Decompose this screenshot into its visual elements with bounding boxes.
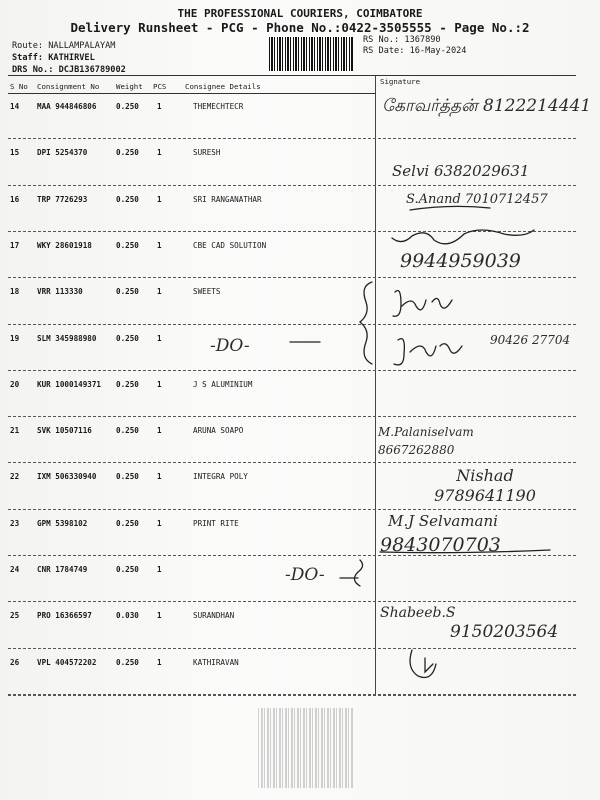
cell-consignment-no: TRP 7726293 (37, 194, 88, 204)
cell-consignment-no: KUR 1000149371 (37, 379, 102, 389)
cell-pcs: 1 (157, 287, 162, 297)
signature-row-21: M.Palaniselvam 8667262880 (378, 425, 474, 457)
cell-pcs: 1 (157, 102, 162, 111)
cell-consignment-no: CNR 1784749 (37, 565, 88, 574)
cell-sno: 14 (10, 102, 20, 111)
cell-consignment-no: SLM 345988980 (37, 333, 97, 343)
ditto-mark-row-24: -DO- (285, 565, 325, 585)
cell-pcs: 1 (157, 379, 162, 389)
cell-weight: 0.250 (116, 426, 139, 436)
signature-row-19-number: 90426 27704 (490, 333, 571, 347)
table-bottom-rule (8, 695, 576, 696)
cell-consignment-no: MAA 944846806 (37, 102, 97, 111)
cell-weight: 0.250 (116, 102, 139, 111)
underline-row-23 (380, 550, 550, 553)
cell-consignment-no: VPL 404572202 (37, 657, 97, 667)
cell-consignment-no: WKY 28601918 (37, 240, 92, 250)
cell-consignee: SURANDHAN (193, 611, 235, 621)
cell-weight: 0.250 (116, 287, 139, 297)
cell-weight: 0.250 (116, 148, 139, 158)
cell-weight: 0.250 (116, 472, 139, 482)
cell-pcs: 1 (157, 240, 162, 250)
cell-consignee: SWEETS (193, 287, 221, 297)
cell-consignee: PRINT RITE (193, 518, 239, 528)
faint-barcode (258, 708, 354, 788)
signature-row-17: 9944959039 (400, 250, 521, 272)
cell-sno: 19 (10, 333, 20, 343)
signature-row-14: கோவர்த்தன் 8122214441 (382, 96, 592, 116)
cell-consignee: KATHIRAVAN (193, 657, 239, 667)
rs-number: RS No.: 1367890 (363, 35, 441, 45)
cell-consignment-no: PRO 16366597 (37, 611, 92, 621)
cell-sno: 20 (10, 379, 20, 389)
signature-row-25-name: Shabeeb.S (380, 605, 456, 621)
cell-sno: 18 (10, 287, 20, 297)
cell-weight: 0.250 (116, 657, 139, 667)
cell-pcs: 1 (157, 518, 162, 528)
signature-row-23-name: M.J Selvamani (388, 512, 498, 530)
cell-consignment-no: DPI 5254370 (37, 148, 88, 158)
cell-weight: 0.250 (116, 379, 139, 389)
cell-pcs: 1 (157, 657, 162, 667)
brace-row-24 (354, 560, 362, 586)
cell-sno: 25 (10, 611, 20, 621)
signature-row-23-number: 9843070703 (380, 534, 501, 556)
cell-consignee: INTEGRA POLY (193, 472, 248, 482)
cell-pcs: 1 (157, 426, 162, 436)
cell-weight: 0.250 (116, 565, 139, 574)
signature-row-22: Nishad 9789641190 (434, 466, 536, 505)
cell-weight: 0.250 (116, 240, 139, 250)
company-title: THE PROFESSIONAL COURIERS, COIMBATORE (177, 7, 423, 20)
cell-pcs: 1 (157, 472, 162, 482)
cell-weight: 0.250 (116, 194, 139, 204)
cell-consignment-no: IXM 506330940 (37, 472, 97, 482)
rs-date: RS Date: 16-May-2024 (363, 46, 467, 56)
scribble-row-17 (392, 230, 534, 244)
cell-pcs: 1 (157, 611, 162, 621)
col-consignment: Consignment No (37, 82, 100, 91)
underline-row-16 (410, 206, 490, 210)
col-weight: Weight (116, 82, 143, 91)
cell-weight: 0.250 (116, 333, 139, 343)
cell-sno: 17 (10, 240, 20, 250)
scribble-row-19 (394, 339, 462, 365)
cell-consignee: ARUNA SOAPO (193, 426, 244, 436)
cell-pcs: 1 (157, 565, 162, 574)
staff-label: Staff: KATHIRVEL (12, 53, 95, 63)
drs-number: DRS No.: DCJB136789002 (12, 65, 126, 75)
ditto-mark-row-19: -DO- (210, 336, 250, 356)
cell-consignee: SRI RANGANATHAR (193, 194, 262, 204)
brace-rows-18-19 (360, 282, 372, 364)
signature-row-15: Selvi 6382029631 (392, 162, 530, 180)
col-signature: Signature (380, 77, 421, 86)
cell-consignee: SURESH (193, 148, 221, 158)
cell-consignment-no: VRR 113330 (37, 287, 83, 297)
cell-consignee: J S ALUMINIUM (193, 379, 253, 389)
signature-row-25-number: 9150203564 (450, 622, 559, 642)
cell-weight: 0.030 (116, 611, 139, 621)
col-consignee: Consignee Details (185, 82, 261, 91)
sig-mark-row-26 (410, 650, 436, 678)
cell-sno: 26 (10, 657, 20, 667)
cell-consignee: THEMECHTECR (193, 102, 244, 111)
cell-sno: 16 (10, 194, 20, 204)
cell-sno: 21 (10, 426, 20, 436)
col-sno: S No (10, 82, 28, 91)
col-pcs: PCS (153, 82, 167, 91)
route-label: Route: NALLAMPALAYAM (12, 41, 116, 51)
cell-consignment-no: GPM 5398102 (37, 518, 88, 528)
cell-consignment-no: SVK 10507116 (37, 426, 92, 436)
scribble-row-18 (393, 291, 452, 317)
cell-sno: 24 (10, 565, 20, 574)
cell-pcs: 1 (157, 148, 162, 158)
signature-row-16: S.Anand 7010712457 (406, 192, 548, 207)
cell-sno: 15 (10, 148, 20, 158)
cell-pcs: 1 (157, 194, 162, 204)
cell-pcs: 1 (157, 333, 162, 343)
cell-sno: 22 (10, 472, 20, 482)
cell-weight: 0.250 (116, 518, 139, 528)
cell-consignee: CBE CAD SOLUTION (193, 240, 267, 250)
runsheet-title: Delivery Runsheet - PCG - Phone No.:0422-3505555 - Page No.:2 (70, 20, 530, 35)
cell-sno: 23 (10, 518, 20, 528)
